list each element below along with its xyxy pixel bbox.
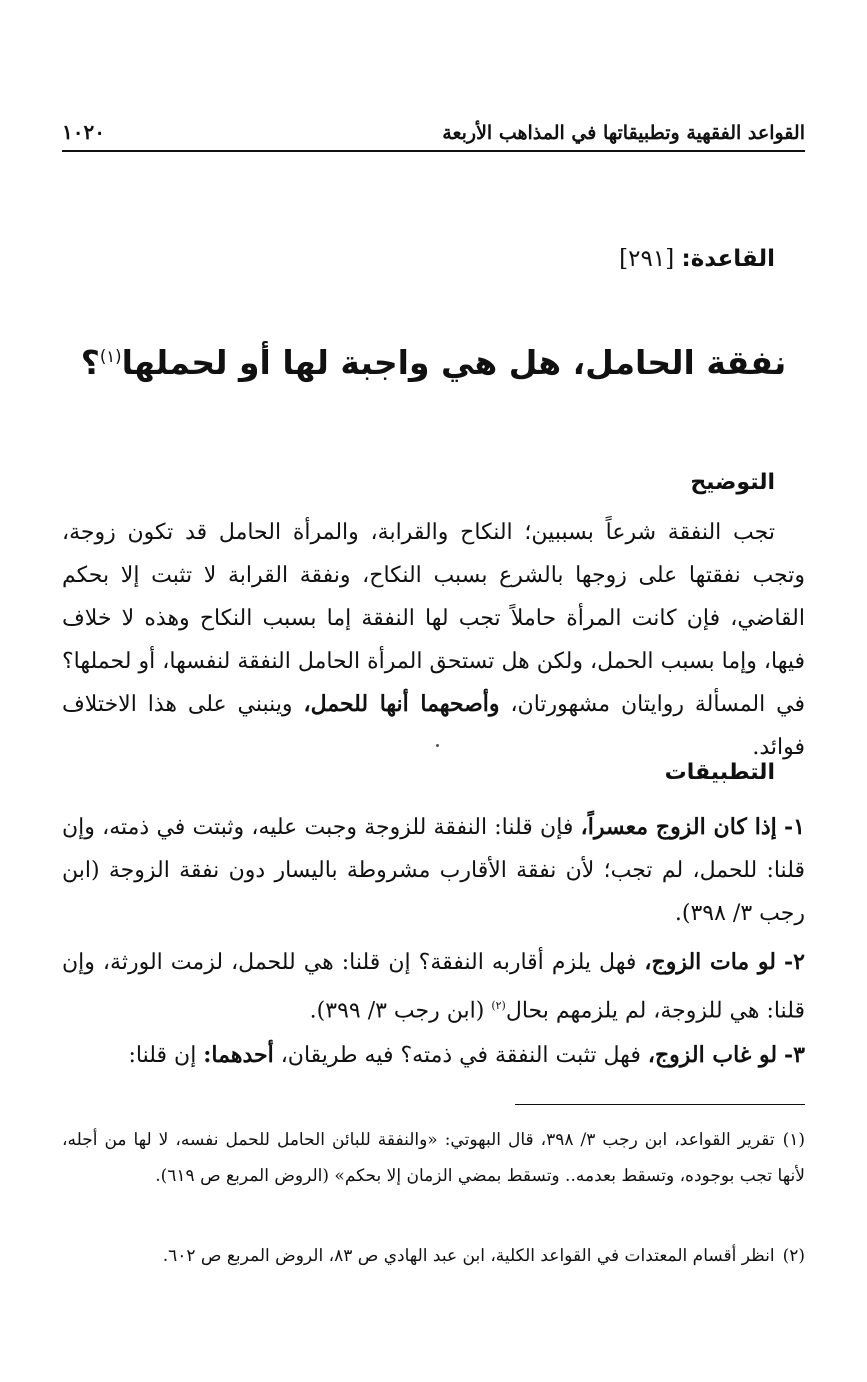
section-heading-explanation: التوضيح [690, 470, 775, 495]
application-bold: إذا كان الزوج معسراً، [580, 814, 777, 840]
application-bold-2: أحدهما: [203, 1042, 274, 1068]
application-item-3 [62, 1034, 805, 1077]
explanation-text-end: وينبني على هذا الاختلاف فوائد. [62, 692, 805, 760]
explanation-text: تجب النفقة شرعاً بسببين؛ النكاح والقرابة، والمرأة الحامل قد تكون زوجة، وتجب نفقتها على زوجها بالشرع بسبب النكاح، ونفقة القرابة لا تثبت إلا بحكم القاضي، فإن كانت المرأة حاملاً تجب لها النفقة إما بسبب النكاح وهذه لا خلاف فيها، وإما بسبب الحمل، ولكن هل تستحق المرأة الحامل النفقة لنفسها، أو لحملها؟ في المسألة روايتان مشهورتان، [62, 520, 805, 717]
footnote-number: (٢) [782, 1246, 805, 1266]
application-item-1 [62, 806, 805, 935]
title-text: نفقة الحامل، هل هي واجبة لها أو لحملها [121, 343, 787, 382]
footnote-2 [62, 1238, 805, 1274]
application-text: فهل تثبت النفقة في ذمته؟ فيه طريقان، [273, 1043, 648, 1068]
rule-number [619, 246, 775, 272]
application-bold: لو غاب الزوج، [647, 1042, 778, 1068]
application-tail: (ابن رجب ٣/ ٣٩٩). [309, 998, 492, 1024]
application-number: ١- [784, 814, 805, 840]
application-item-2 [62, 941, 805, 1032]
page-speck [436, 744, 439, 747]
footnote-text: انظر أقسام المعتدات في القواعد الكلية، ابن عبد الهادي ص ٨٣، الروض المربع ص ٦٠٢. [162, 1246, 775, 1266]
section-heading-applications: التطبيقات [664, 760, 775, 785]
application-number: ٣- [784, 1042, 805, 1068]
chapter-title [62, 343, 805, 382]
explanation-paragraph [62, 511, 805, 769]
running-title: القواعد الفقهية وتطبيقاتها في المذاهب الأربعة [442, 122, 805, 144]
title-question-mark: ؟ [80, 343, 100, 382]
application-text: فهل يلزم أقاربه النفقة؟ إن قلنا: هي للحمل، لزمت الورثة، وإن قلنا: هي للزوجة، لم يلزمهم بحال [62, 950, 805, 1024]
application-number: ٢- [784, 949, 805, 975]
rule-number-value: [٢٩١] [619, 246, 675, 272]
footnote-text: تقرير القواعد، ابن رجب ٣/ ٣٩٨، قال البهوتي: «والنفقة للبائن الحامل للحمل نفسه، لا لها من أجله، لأنها تجب بوجوده، وتسقط بعدمه.. وتسقط بمضي الزمان إلا بحكم» (الروض المربع ص ٦١٩). [62, 1130, 805, 1186]
footnote-1 [62, 1122, 805, 1194]
application-tail: إن قلنا: [128, 1043, 204, 1068]
application-bold: لو مات الزوج، [644, 949, 776, 975]
footnote-ref-1[interactable]: (١) [99, 347, 122, 366]
page-number: ١٠٢٠ [62, 120, 105, 144]
rule-label: القاعدة: [681, 246, 775, 272]
explanation-bold-text: وأصحهما أنها للحمل، [303, 691, 500, 717]
application-text: فإن قلنا: النفقة للزوجة وجبت عليه، وثبتت في ذمته، وإن قلنا: للحمل، لم تجب؛ لأن نفقة الأقارب مشروطة باليسار دون نفقة الزوجة (ابن رجب ٣/ ٣٩٨). [62, 815, 805, 926]
footnote-separator [515, 1104, 805, 1105]
footnote-number: (١) [782, 1130, 805, 1150]
footnote-ref-2[interactable]: (٢) [491, 999, 506, 1012]
running-header [62, 112, 805, 152]
